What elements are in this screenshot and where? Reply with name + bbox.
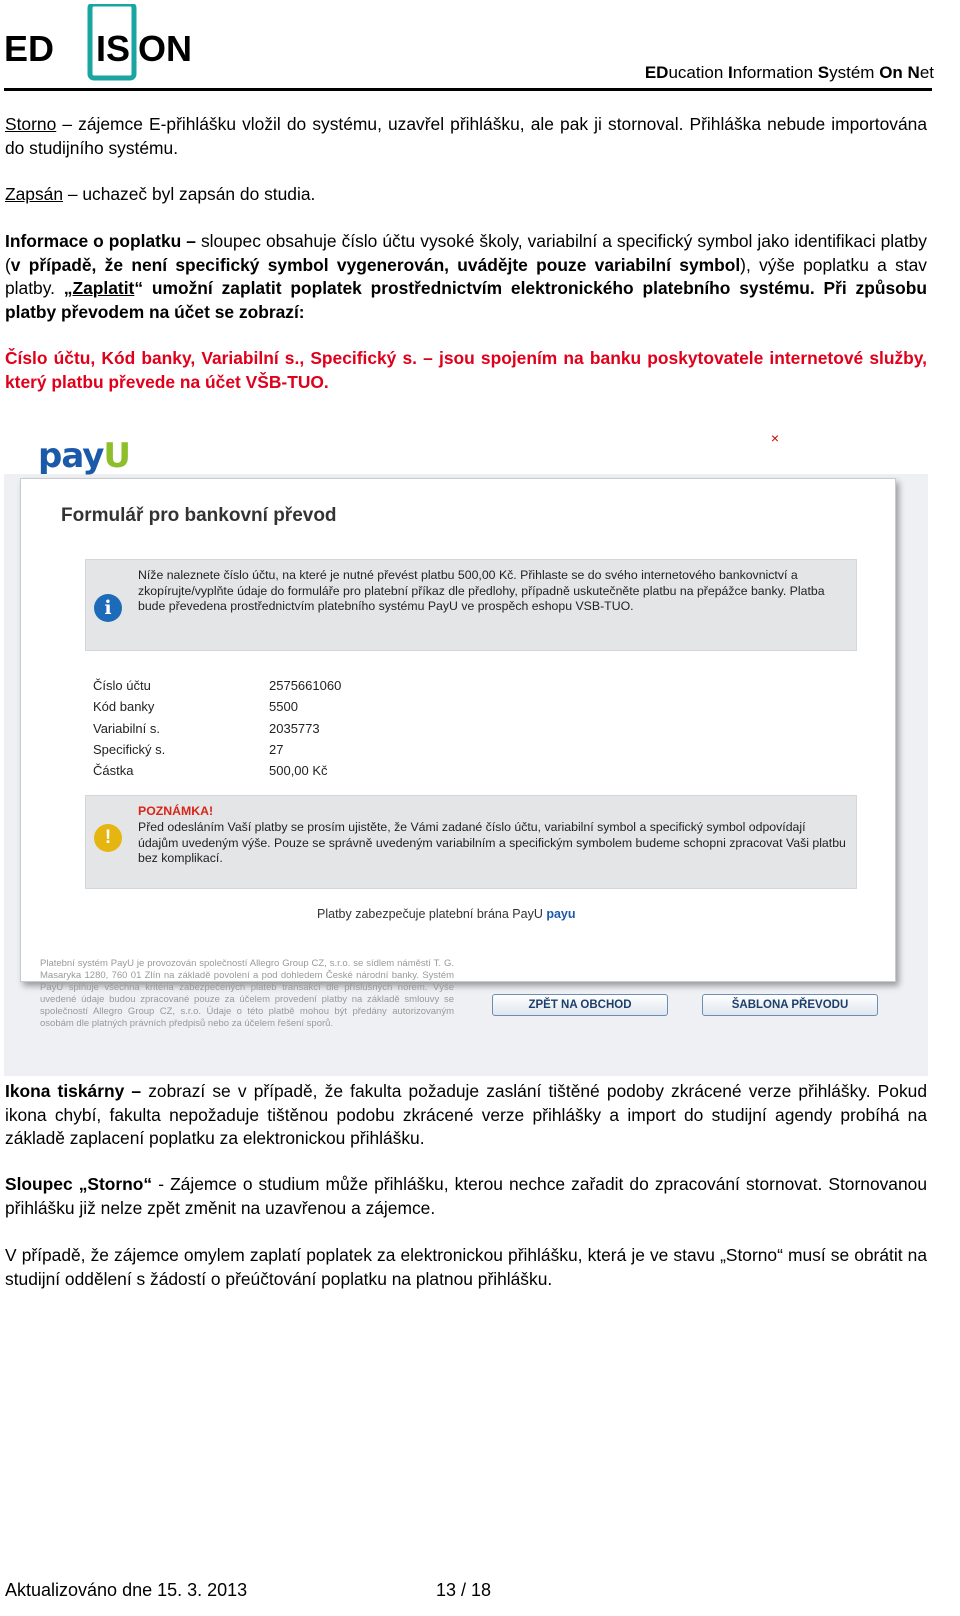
payu-header (4, 430, 928, 474)
info-icon: i (94, 594, 122, 622)
close-icon[interactable]: × (770, 430, 780, 446)
storno-paragraph: Storno – zájemce E-přihlášku vložil do systému, uzavřel přihlášku, ale pak ji stornoval. Přihláška nebude importována do studijního systému. (5, 114, 927, 158)
back-to-shop-button[interactable]: ZPĚT NA OBCHOD (492, 994, 668, 1016)
header-rule (4, 88, 932, 91)
note-title: POZNÁMKA! (138, 804, 214, 818)
info-box (85, 559, 857, 651)
transfer-template-button[interactable]: ŠABLONA PŘEVODU (702, 994, 878, 1016)
info-paragraph: Informace o poplatku – sloupec obsahuje číslo účtu vysoké školy, variabilní a specifický symbol jako identifikaci platby (v případě, že není specifický symbol vygenerován, uvádějte pouze variabilní symbol), výše poplatku a stav platby. „Zaplatit“ umožní zaplatit poplatek prostřednictvím elektronického platebního systému. Při způsobu platby převodem na účet se zobrazí: (5, 231, 928, 322)
ikona-paragraph: Ikona tiskárny – zobrazí se v případě, že fakulta požaduje zaslání tištěné podoby zkrácené verze přihlášky. Pokud ikona chybí, fakulta nepožaduje tištěnou podobu zkrácené verze přihlášky a import do studijní agendy probíhá na základě zaplacení poplatku za elektronickou přihlášku. (5, 1081, 927, 1148)
svg-text:ED: ED (4, 28, 55, 69)
page-number: 13 / 18 (436, 1580, 492, 1600)
zapsan-paragraph: Zapsán – uchazeč byl zapsán do studia. (5, 184, 316, 204)
note-box (85, 795, 857, 889)
refund-paragraph: V případě, že zájemce omylem zaplatí poplatek za elektronickou přihlášku, která je ve stavu „Storno“ musí se obrátit na studijní oddělení s žádostí o přeúčtování poplatku na platnou přihlášku. (5, 1245, 927, 1289)
form-title: Formulář pro bankovní převod (61, 505, 337, 526)
svg-text:IS: IS (96, 28, 131, 69)
secured-by-text: Platby zabezpečuje platební brána PayU payu (317, 907, 576, 921)
header-tagline: EDucation Information Systém On Net (644, 63, 934, 82)
payu-screenshot (4, 430, 928, 1076)
svg-text:ON: ON (138, 28, 192, 69)
info-text: Níže naleznete číslo účtu, na které je nutné převést platbu 500,00 Kč. Přihlaste se do svého internetového bankovnictví a zkopírujte/vyplňte údaje do formuláře pro platební příkaz dle předlohy, případně uskutečněte platbu na přepážce banky. Platba bude převedena prostřednictvím platebního systému PayU ve prospěch eshopu VSB-TUO. (138, 568, 825, 613)
sloupec-paragraph: Sloupec „Storno“ - Zájemce o studium může přihlášku, kterou nechce zařadit do zpracování stornovat. Stornovanou přihlášku již nelze zpět změnit na uzavřenou a zájemce. (5, 1174, 927, 1218)
transfer-form-panel: Formulář pro bankovní převod i Níže naleznete číslo účtu, na které je nutné převést platbu 500,00 Kč. Přihlaste se do svého internetového bankovnictví a zkopírujte/vyplňte údaje do formuláře pro platební příkaz dle předlohy, případně uskutečněte platbu na přepážce banky. Platba bude převedena prostřednictvím platebního systému PayU ve prospěch eshopu VSB-TUO. Číslo účtu 2575661060 Kód banky 5500 Variabilní s. 2035773 Specifický s. 27 Částka 500,00 Kč ! POZNÁMKA! Před odesláním Vaší platby se prosím ujistěte, že Vámi zadané číslo účtu, variabilní symbol a specifický symbol odpovídají údajům uvedeným výše. Pouze se správně uvedeným variabilním a specifickým symbolem budeme schopni zpracovat Vaši platbu bez komplikací. Platby zabezpečuje platební brána PayU payu (20, 478, 896, 982)
edison-logo (4, 4, 194, 82)
fine-print: Platební systém PayU je provozován společností Allegro Group CZ, s.r.o. se sídlem náměstí T. G. Masaryka 1280, 760 01 Zlín na základě povolení a pod dohledem České národní banky. Systém PayU splňuje všechna kritéria zabezpečených plateb transakcí dle příslušných norem. Výše uvedené údaje budou zpracované pouze za účelem provedení platby na základě smlouvy se společností Allegro Group CZ, s.r.o. Údaje o této platbě mohou být předány autorizovaným osobám dle platných právních předpisů nebo za účelem řešení sporů. (40, 958, 454, 1029)
warning-icon: ! (94, 824, 122, 852)
red-note: Číslo účtu, Kód banky, Variabilní s., Specifický s. – jsou spojením na banku poskytovatele internetové služby, který platbu převede na účet VŠB-TUO. (5, 348, 927, 392)
footer-updated: Aktualizováno dne 15. 3. 2013 (5, 1580, 248, 1600)
zaplatit-link[interactable]: Zaplatit (72, 278, 135, 298)
note-text: Před odesláním Vaší platby se prosím ujistěte, že Vámi zadané číslo účtu, variabilní symbol a specifický symbol odpovídají údajům uvedeným výše. Pouze se správně uvedeným variabilním a specifickým symbolem budeme schopni zpracovat Vaši platbu bez komplikací. (138, 820, 846, 865)
payu-logo: payU (38, 436, 131, 476)
